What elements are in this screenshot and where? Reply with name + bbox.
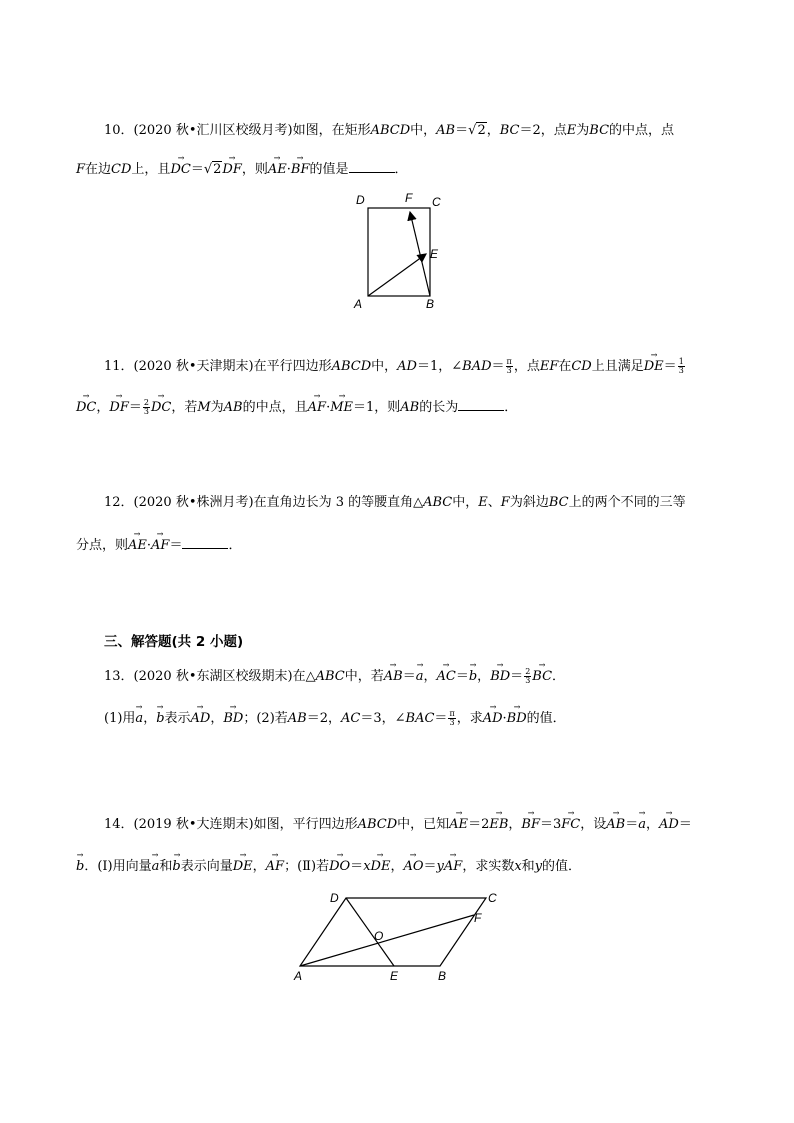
answer-blank [182, 536, 228, 549]
label-A: A [294, 969, 303, 983]
label-C: C [488, 891, 497, 905]
q12-line1: 12．(2020 秋•株洲月考)在直角边长为 3 的等腰直角△ABC中，E、F为斜边BC上的两个不同的三等 [104, 495, 686, 510]
q11-line1: 11．(2020 秋•天津期末)在平行四边形ABCD中，AD＝1，∠BAD＝ $\frac{\pi}{3}$ ，点EF在CD上且满足→ DE＝ $\frac{1}{3}$ [104, 358, 754, 376]
q11-line2: → DC，→ DF＝ $\frac{2}{3}$ → DC，若M为AB的中点，且→ AF·→ ME＝1，则AB的长为 ． [76, 398, 726, 417]
label-E: E [430, 247, 439, 261]
answer-blank [349, 160, 395, 173]
label-F: F [405, 191, 413, 205]
answer-blank [458, 398, 504, 411]
q13-line2: (1)用→ a，→ b表示→ AD，→ BD；(2)若AB＝2，AC＝3，∠BAC＝ $\frac{\pi}{3}$ ，求→ AD·→ BD的值． [104, 710, 754, 728]
q14-line1: 14．(2019 秋•大连期末)如图，平行四边形ABCD中，已知→ AE＝2→ EB，→ BF＝3→ FC，设→ AB＝→ a，→ AD＝ [104, 816, 754, 834]
q14-line2: → b．(Ⅰ)用向量→ a和→ b表示向量→ DE，→ AF；(Ⅱ)若→ DO＝x→ DE，→ AO＝y→ AF，求实数x和y的值． [76, 858, 726, 876]
label-B: B [438, 969, 447, 983]
label-C: C [432, 195, 441, 209]
sqrt-symbol: √2 [468, 123, 486, 138]
label-B: B [426, 297, 435, 311]
q12-line2: 分点，则→ AE·→ AF＝ ． [76, 536, 726, 555]
q10-rectangle-figure [350, 188, 470, 318]
label-F: F [474, 911, 482, 925]
q10-line2: F在边CD上，且→ DC＝√2→ DF，则→ AE·→ BF的值是 ． [76, 160, 726, 179]
label-D: D [356, 193, 365, 207]
section-heading: 三、解答题(共 2 小题) [104, 634, 244, 650]
label-D: D [330, 891, 339, 905]
q14-parallelogram-figure [290, 888, 520, 988]
q10-line1: 10．(2020 秋•汇川区校级月考)如图，在矩形ABCD中，AB＝√2，BC＝2，点E为BC的中点，点 [104, 123, 675, 138]
q13-line1: 13．(2020 秋•东湖区校级期末)在△ABC中，若→ AB＝→ a，→ AC＝→ b，→ BD＝ $\frac{2}{3}$ → BC． [104, 668, 754, 686]
label-A: A [354, 297, 363, 311]
label-E: E [390, 969, 399, 983]
label-O: O [374, 929, 384, 943]
